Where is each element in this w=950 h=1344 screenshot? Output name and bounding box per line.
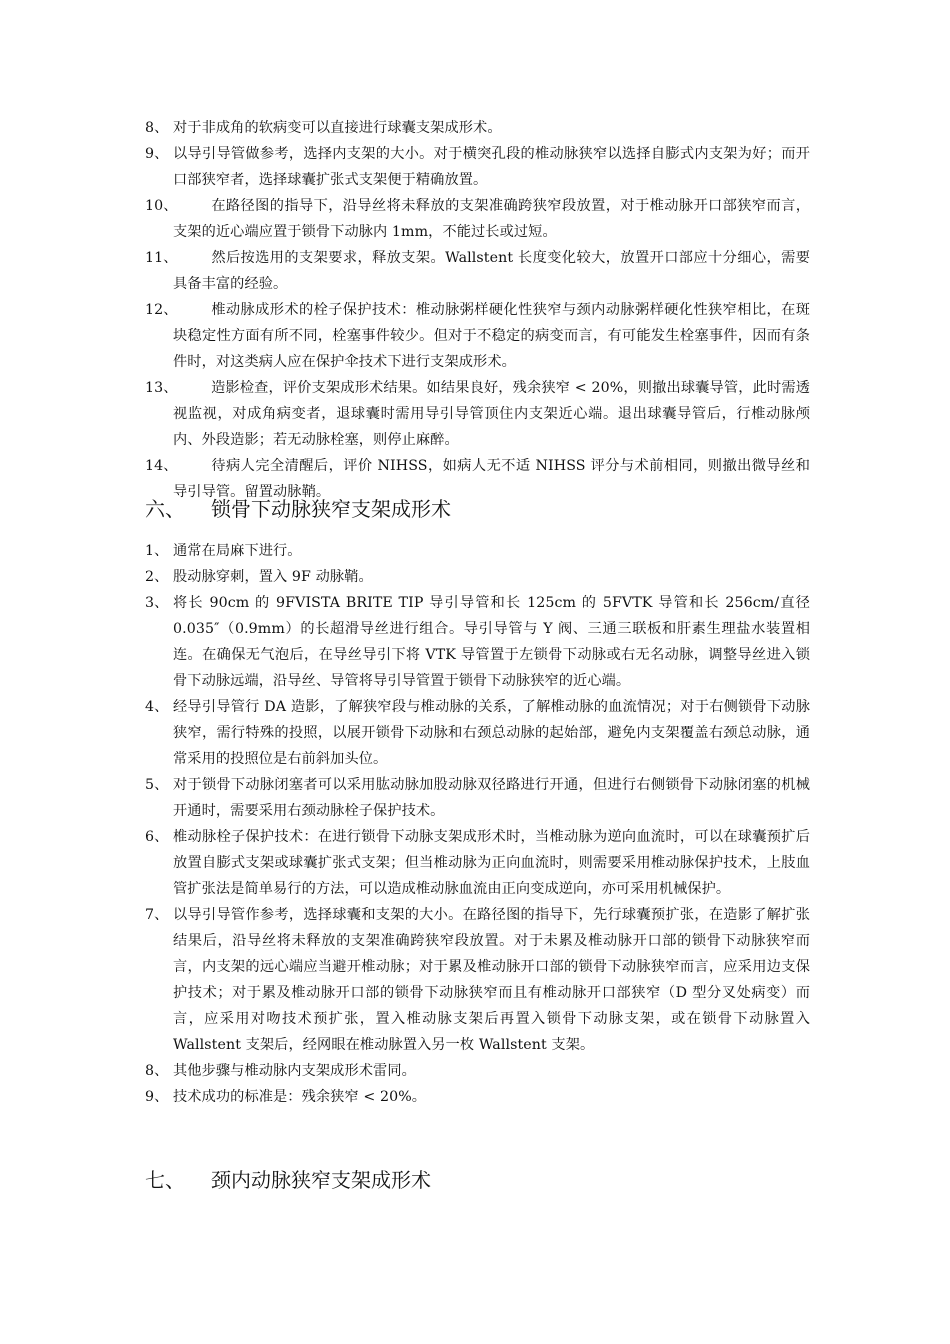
item-text: 将长 90cm 的 9FVISTA BRITE TIP 导引导管和长 125cm 的 5FVTK 导管和长 256cm/直径 0.035″（0.9mm）的长超滑导丝进行组合。导引导管与 Y 阀、三通三联板和肝素生理盐水装置相连。在确保无气泡后，在导丝导引下将 VTK 导管置于左锁骨下动脉或右无名动脉，调整导丝进入锁骨下动脉远端，沿导丝、导管将导引导管置于锁骨下动脉狭窄的近心端。 xyxy=(173,595,810,689)
item-number: 6、 xyxy=(145,829,169,845)
section-heading-7 xyxy=(145,1165,810,1195)
item-number: 7、 xyxy=(145,907,169,923)
list-item xyxy=(145,538,810,564)
heading-number: 六、 xyxy=(145,497,185,521)
item-number: 10、 xyxy=(145,198,178,214)
list-item xyxy=(145,1058,810,1084)
item-text: 然后按选用的支架要求，释放支架。Wallstent 长度变化较大，放置开口部应十分细心，需要具备丰富的经验。 xyxy=(173,250,810,292)
item-text: 椎动脉成形术的栓子保护技术：椎动脉粥样硬化性狭窄与颈内动脉粥样硬化性狭窄相比，在斑块稳定性方面有所不同，栓塞事件较少。但对于不稳定的病变而言，有可能发生栓塞事件，因而有条件时，对这类病人应在保护伞技术下进行支架成形术。 xyxy=(173,302,810,370)
list-item xyxy=(145,1084,810,1110)
list-item xyxy=(145,590,810,694)
list-item xyxy=(145,824,810,902)
item-number: 3、 xyxy=(145,595,169,611)
item-text: 经导引导管行 DA 造影，了解狭窄段与椎动脉的关系，了解椎动脉的血流情况；对于右侧锁骨下动脉狭窄，需行特殊的投照，以展开锁骨下动脉和右颈总动脉的起始部，避免内支架覆盖右颈总动脉，通常采用的投照位是右前斜加头位。 xyxy=(173,699,810,767)
list-item xyxy=(145,694,810,772)
item-number: 11、 xyxy=(145,250,178,266)
list-item xyxy=(145,297,810,375)
item-number: 12、 xyxy=(145,302,178,318)
item-text: 对于非成角的软病变可以直接进行球囊支架成形术。 xyxy=(173,120,502,136)
item-text: 股动脉穿刺，置入 9F 动脉鞘。 xyxy=(173,569,373,585)
heading-number: 七、 xyxy=(145,1168,185,1192)
list-item xyxy=(145,245,810,297)
section-heading-6 xyxy=(145,494,810,524)
list-item xyxy=(145,772,810,824)
list-item xyxy=(145,902,810,1058)
item-text: 以导引导管作参考，选择球囊和支架的大小。在路径图的指导下，先行球囊预扩张，在造影了解扩张结果后，沿导丝将未释放的支架准确跨狭窄段放置。对于未累及椎动脉开口部的锁骨下动脉狭窄而言，内支架的远心端应当避开椎动脉；对于累及椎动脉开口部的锁骨下动脉狭窄而言，应采用边支保护技术；对于累及椎动脉开口部的锁骨下动脉狭窄而且有椎动脉开口部狭窄（D 型分叉处病变）而言，应采用对吻技术预扩张，置入椎动脉支架后再置入锁骨下动脉支架，或在锁骨下动脉置入 Wallstent 支架后，经网眼在椎动脉置入另一枚 Wallstent 支架。 xyxy=(173,907,810,1053)
item-text: 对于锁骨下动脉闭塞者可以采用肱动脉加股动脉双径路进行开通，但进行右侧锁骨下动脉闭塞的机械开通时，需要采用右颈动脉栓子保护技术。 xyxy=(173,777,810,819)
item-text: 造影检查，评价支架成形术结果。如结果良好，残余狭窄 < 20%，则撤出球囊导管，此时需透视监视，对成角病变者，退球囊时需用导引导管顶住内支架近心端。退出球囊导管后，行椎动脉颅内、外段造影；若无动脉栓塞，则停止麻醉。 xyxy=(173,380,810,448)
item-number: 2、 xyxy=(145,569,169,585)
item-number: 14、 xyxy=(145,458,178,474)
item-text: 椎动脉栓子保护技术：在进行锁骨下动脉支架成形术时，当椎动脉为逆向血流时，可以在球囊预扩后放置自膨式支架或球囊扩张式支架；但当椎动脉为正向血流时，则需要采用椎动脉保护技术，上肢血管扩张法是简单易行的方法，可以造成椎动脉血流由正向变成逆向，亦可采用机械保护。 xyxy=(173,829,810,897)
list-item xyxy=(145,141,810,193)
item-number: 5、 xyxy=(145,777,169,793)
list-item xyxy=(145,375,810,453)
list-item xyxy=(145,115,810,141)
heading-title: 颈内动脉狭窄支架成形术 xyxy=(211,1168,431,1192)
item-number: 13、 xyxy=(145,380,178,396)
item-text: 待病人完全清醒后，评价 NIHSS，如病人无不适 NIHSS 评分与术前相同，则撤出微导丝和导引导管。留置动脉鞘。 xyxy=(173,458,810,500)
item-number: 8、 xyxy=(145,120,169,136)
list-item xyxy=(145,193,810,245)
item-number: 9、 xyxy=(145,146,169,162)
item-text: 技术成功的标准是：残余狭窄 < 20%。 xyxy=(173,1089,427,1105)
heading-title: 锁骨下动脉狭窄支架成形术 xyxy=(211,497,451,521)
list-item xyxy=(145,564,810,590)
procedure-steps-list-b xyxy=(145,538,810,1110)
item-number: 9、 xyxy=(145,1089,169,1105)
item-number: 1、 xyxy=(145,543,169,559)
item-number: 4、 xyxy=(145,699,169,715)
procedure-steps-list-a xyxy=(145,115,810,505)
item-text: 在路径图的指导下，沿导丝将未释放的支架准确跨狭窄段放置，对于椎动脉开口部狭窄而言，支架的近心端应置于锁骨下动脉内 1mm，不能过长或过短。 xyxy=(173,198,810,240)
item-text: 其他步骤与椎动脉内支架成形术雷同。 xyxy=(173,1063,416,1079)
item-text: 以导引导管做参考，选择内支架的大小。对于横突孔段的椎动脉狭窄以选择自膨式内支架为好；而开口部狭窄者，选择球囊扩张式支架便于精确放置。 xyxy=(173,146,810,188)
item-text: 通常在局麻下进行。 xyxy=(173,543,302,559)
item-number: 8、 xyxy=(145,1063,169,1079)
